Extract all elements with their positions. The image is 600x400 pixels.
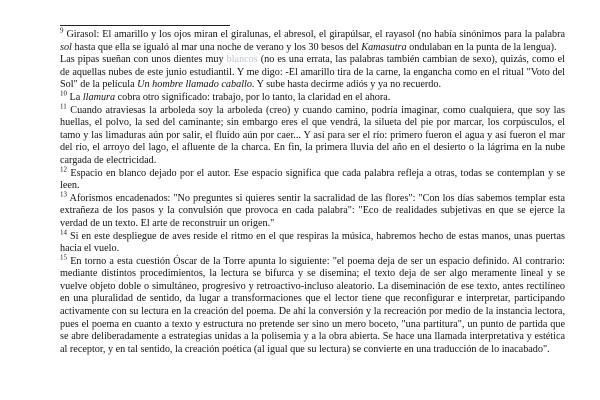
footnote-11 xyxy=(60,102,565,168)
footnote-text: Espacio en blanco dejado por el autor. Ese espacio significa que cada palabra refleja a otras, todas se contemplan y se leen. xyxy=(60,167,565,192)
footnote-number: 11 xyxy=(60,102,67,111)
footnote-text: Aforismos encadenados: "No preguntes si quieres sentir la sacralidad de las flores": "Con los días sabemos templar esta extrañeza de los pasos y la convulsión que provoca en cada palabra": "Eco de realidades subjetivas en que se ejerce la verdad de un texto. El arte de reconstruir un origen." xyxy=(60,192,565,229)
footnote-9-paragraph-2 xyxy=(60,54,565,92)
footnote-number: 13 xyxy=(60,190,67,199)
footnote-number: 15 xyxy=(60,253,67,262)
footnote-text: Las pipas sueñan con unos dientes muy xyxy=(60,54,227,66)
footnote-text: En torno a esta cuestión Óscar de la Torre apunta lo siguiente: "el poema deja de ser un espacio definido. Al contrario: mediante distintos procedimientos, la lectura se bifurca y se disemina; el texto deja de ser algo meramente lineal y se vuelve objeto doble o simultáneo, progresivo y retroactivo-incluso aleatorio. La diseminación de ese texto, antes rectilíneo en una pluralidad de sentido, da lugar a transformaciones que el lector tiene que reconfigurar e interpretar, participando activamente con su lectura en la creación del poema. De ahí la conversión y la recreación por medio de la instancia lectora, pues el poema en cuanto a texto y estructura no pretende ser sino un mero boceto, "una partitura", un punto de partida que se abre deliberadamente a estrategias unidas a la polisemia y a la obra abierta. Se hace una llamada interpretativa y estética al receptor, y en tal sentido, la creación poética (al igual que su lectura) se convierte en una traducción de lo inacabado". xyxy=(60,255,565,355)
footnote-13 xyxy=(60,190,565,231)
footnote-text: Girasol: El amarillo y los ojos miran el giralunas, el abresol, el girapúlsar, el rayasol (no había sinónimos para la palabra xyxy=(66,29,565,40)
footnote-10 xyxy=(60,89,565,105)
footnote-14 xyxy=(60,228,565,256)
footnote-text: Y sube hasta decirme adiós y ya no recuerdo. xyxy=(254,79,442,91)
footnote-text: ondulaban en la punta de la lengua). xyxy=(406,41,557,53)
footnote-number: 14 xyxy=(60,228,67,237)
film-title: Un hombre llamado caballo. xyxy=(137,79,255,91)
footnote-italic: Kamasutra xyxy=(361,41,407,53)
footnote-text: (no es una errata, las palabras también cambian de sexo), quizás, como el de aquellas nubes de este junio estudiantil. Y me digo: -El amarillo tira de la carne, la engancha como en el ritual "Voto del Sol" de la película xyxy=(60,54,565,91)
footnote-text: cobra otro significado: trabajo, por lo tanto, la claridad en el ahora. xyxy=(115,91,391,103)
footnote-number: 10 xyxy=(60,89,67,98)
footnote-12 xyxy=(60,165,565,193)
footnote-9 xyxy=(60,26,565,54)
pale-word: blancos xyxy=(226,54,258,66)
footnote-separator-rule xyxy=(60,25,230,26)
footnotes-block xyxy=(60,26,565,356)
footnote-italic: sol xyxy=(60,41,72,53)
footnote-number: 9 xyxy=(60,26,64,35)
footnote-italic: llamura xyxy=(82,91,116,103)
footnote-text: La xyxy=(67,91,83,103)
footnote-text: Si en este despliegue de aves reside el ritmo en el que respiras la música, habremos hecho de estas manos, unas puertas hacia el vuelo. xyxy=(60,230,565,255)
footnote-text: hasta que ella se igualó al mar una noche de verano y los 30 besos del xyxy=(71,41,362,53)
footnote-15 xyxy=(60,253,565,357)
footnote-text: Cuando atraviesas la arboleda soy la arboleda (creo) y cuando camino, podría imaginar, como cualquiera, que soy las huellas, el polvo, la sed del caminante; sin embargo eres el que vendrá, la silueta del pie por marcar, los corpúsculos, el tamo y las limaduras aún por salir, el fluido aún por caer... Y así para ser el río: primero fueron el agua y así fueron el mar del río, el arroyo del lago, el afluente de la charca. En fin, la primera lluvia del año en el desierto o la lágrima en la nube cargada de electricidad. xyxy=(60,104,565,166)
footnote-number: 12 xyxy=(60,165,67,174)
